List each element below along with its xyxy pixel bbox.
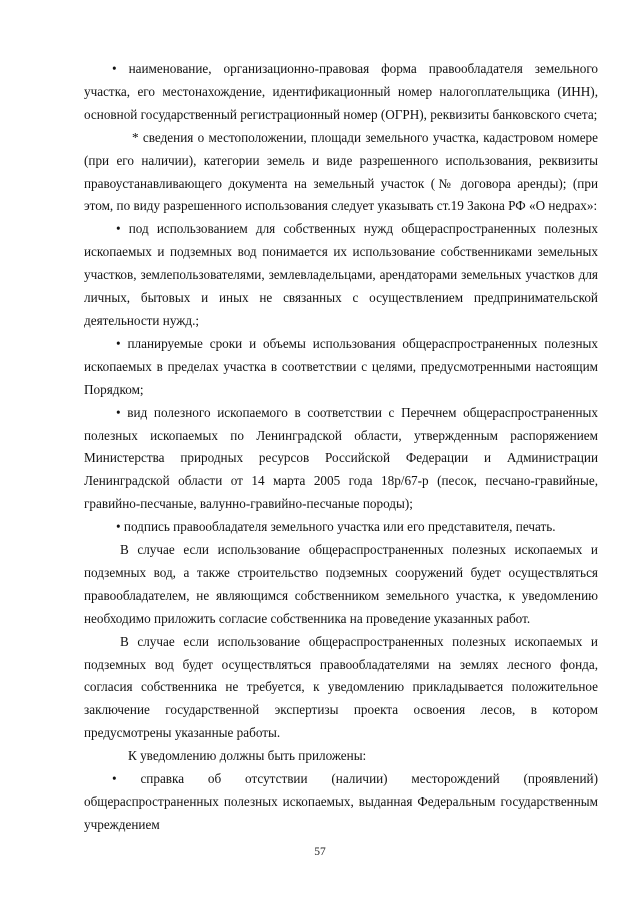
paragraph-planned-terms: • планируемые сроки и объемы использования общераспространенных полезных ископаемых в пределах участка в соответствии с целями, предусмотренными настоящим Порядком;: [84, 335, 598, 397]
paragraph-signature: • подпись правообладателя земельного участка или его представителя, печать.: [116, 519, 556, 535]
paragraph-land-plot-info: * сведения о местоположении, площади земельного участка, кадастровом номере (при его наличии), категории земель и виде разрешенного использования, реквизиты правоустанавливающего документа на земельный участок (№ договора аренды); (при этом, по виду разрешенного использования следует указывать ст.19 Закона РФ «О недрах»:: [84, 129, 598, 214]
paragraph-owner-consent: В случае если использование общераспространенных полезных ископаемых и подземных вод, а также строительство подземных сооружений будет осуществляться правообладателем, не являющимся собственником земельного участка, к уведомлению необходимо приложить согласие собственника на проведение указанных работ.: [84, 542, 598, 626]
paragraph-attachments-heading: К уведомлению должны быть приложены:: [128, 748, 367, 764]
paragraph-deposit-certificate: • справка об отсутствии (наличии) месторождений (проявлений) общераспространенных полезных ископаемых, выданная Федеральным государственным учреждением: [84, 771, 598, 832]
paragraph-own-needs-definition: • под использованием для собственных нужд общераспространенных полезных ископаемых и подземных вод понимается их использование собственниками земельных участков, землепользователями, землевладельцами, арендаторами земельных участков для личных, бытовых и иных не связанных с осуществлением предпринимательской деятельности нужд.;: [84, 221, 598, 328]
paragraph-mineral-type: • вид полезного ископаемого в соответствии с Перечнем общераспространенных полезных ископаемых по Ленинградской области, утвержденным распоряжением Министерства природных ресурсов Российской Федерации и Администрации Ленинградской области от 14 марта 2005 года 18р/67-р (песок, песчано-гравийные, гравийно-песчаные, валунно-гравийно-песчаные породы);: [84, 404, 598, 512]
paragraph-rightholder-details: • наименование, организационно-правовая форма правообладателя земельного участка, его местонахождение, идентификационный номер налогоплательщика (ИНН), основной государственный регистрационный номер (ОГРН), реквизиты банковского счета;: [84, 61, 598, 122]
document-body: [84, 58, 598, 837]
page-number: 57: [314, 846, 326, 858]
paragraph-forest-fund: В случае если использование общераспространенных полезных ископаемых и подземных вод будет осуществляться правообладателями на землях лесного фонда, согласия собственника не требуется, к уведомлению прикладывается положительное заключение государственной экспертизы проекта освоения лесов, в котором предусмотрены указанные работы.: [84, 633, 598, 741]
